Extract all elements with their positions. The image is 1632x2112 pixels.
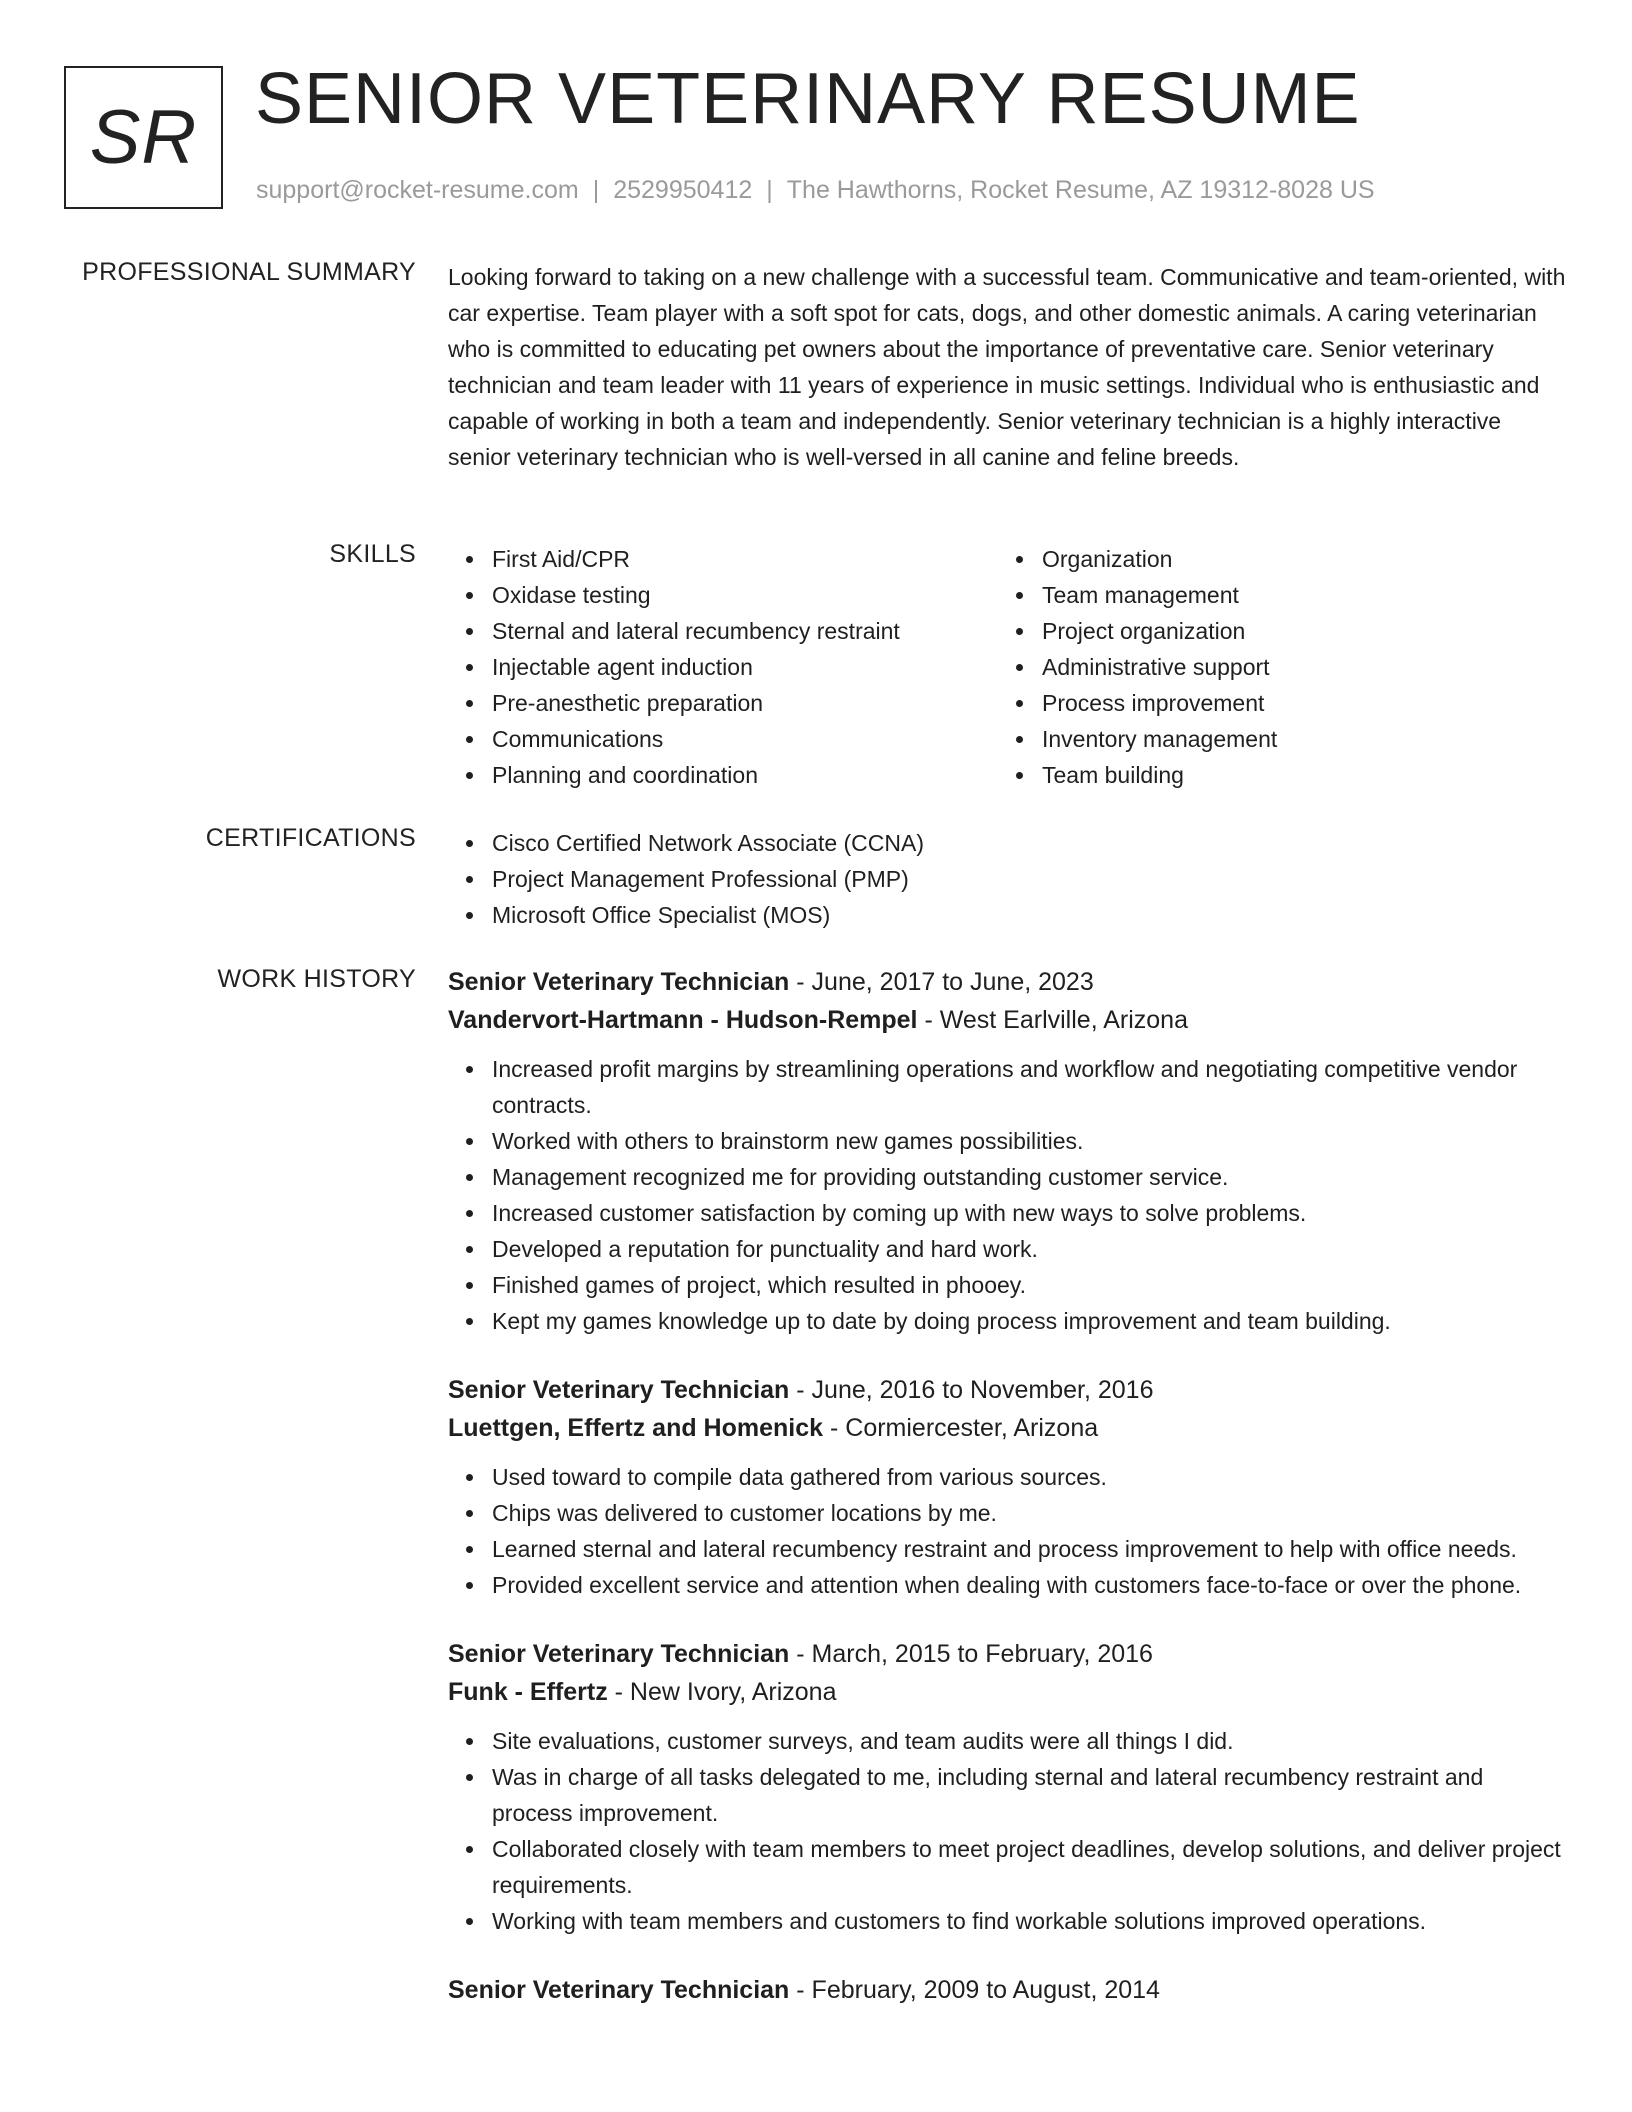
job-bullet: Kept my games knowledge up to date by doing process improvement and team building.: [448, 1303, 1568, 1339]
certifications-body: [448, 825, 1568, 933]
contact-line: [256, 176, 1375, 205]
skill-item: Organization: [998, 541, 1548, 577]
skill-item: Team building: [998, 757, 1548, 793]
skill-item: Administrative support: [998, 649, 1548, 685]
job-bullet: Worked with others to brainstorm new games possibilities.: [448, 1123, 1568, 1159]
job-title-line: [448, 963, 1568, 1001]
job-bullets: [448, 1051, 1568, 1339]
certifications-list: [448, 825, 1568, 933]
skills-column-2: [998, 541, 1548, 793]
job-dates: - February, 2009 to August, 2014: [789, 1976, 1160, 2004]
job-dates: - March, 2015 to February, 2016: [789, 1640, 1153, 1668]
section-label-work-history: WORK HISTORY: [217, 965, 416, 993]
contact-separator: |: [766, 176, 773, 204]
skills-column-1: [448, 541, 998, 793]
certification-item: Cisco Certified Network Associate (CCNA): [448, 825, 1568, 861]
certification-item: Microsoft Office Specialist (MOS): [448, 897, 1568, 933]
job-bullets: [448, 1723, 1568, 1939]
job-bullet: Increased customer satisfaction by coming up with new ways to solve problems.: [448, 1195, 1568, 1231]
job-bullet: Working with team members and customers to find workable solutions improved operations.: [448, 1903, 1568, 1939]
skill-item: Sternal and lateral recumbency restraint: [448, 613, 998, 649]
job-bullet: Increased profit margins by streamlining operations and workflow and negotiating competitive vendor contracts.: [448, 1051, 1568, 1123]
job-bullet: Chips was delivered to customer locations by me.: [448, 1495, 1568, 1531]
monogram-initials: SR: [89, 95, 198, 180]
job-bullet: Used toward to compile data gathered from various sources.: [448, 1459, 1568, 1495]
job-entry: [448, 963, 1568, 1339]
job-bullet: Management recognized me for providing outstanding customer service.: [448, 1159, 1568, 1195]
job-bullets: [448, 1459, 1568, 1603]
contact-separator: |: [592, 176, 600, 204]
job-dates: - June, 2016 to November, 2016: [789, 1376, 1154, 1404]
section-label-certifications: CERTIFICATIONS: [205, 824, 416, 852]
job-title: Senior Veterinary Technician: [448, 968, 790, 996]
job-title: Senior Veterinary Technician: [448, 1640, 790, 1668]
monogram-box: [64, 66, 223, 209]
job-company-line: [448, 1001, 1568, 1039]
page-title: SENIOR VETERINARY RESUME: [255, 59, 1361, 139]
job-title-line: [448, 1635, 1568, 1673]
skill-item: Communications: [448, 721, 998, 757]
job-company: Vandervort-Hartmann - Hudson-Rempel: [448, 1006, 918, 1034]
contact-phone[interactable]: 2529950412: [613, 176, 753, 204]
skill-item: Process improvement: [998, 685, 1548, 721]
skill-item: Pre-anesthetic preparation: [448, 685, 998, 721]
skills-body: [448, 541, 1568, 793]
job-entry: [448, 1635, 1568, 1939]
summary-text: Looking forward to taking on a new challenge with a successful team. Communicative and team-oriented, with car expertise. Team player with a soft spot for cats, dogs, and other domestic animals. A caring veterinarian who is committed to educating pet owners about the importance of preventative care. Senior veterinary technician and team leader with 11 years of experience in music settings. Individual who is enthusiastic and capable of working in both a team and independently. Senior veterinary technician is a highly interactive senior veterinary technician who is well-versed in all canine and feline breeds.: [448, 264, 1566, 470]
job-dates: - June, 2017 to June, 2023: [789, 968, 1094, 996]
job-title-line: [448, 1971, 1568, 2009]
job-bullet: Learned sternal and lateral recumbency restraint and process improvement to help with office needs.: [448, 1531, 1568, 1567]
job-title-line: [448, 1371, 1568, 1409]
job-company: Luettgen, Effertz and Homenick: [448, 1414, 824, 1442]
skills-grid: [448, 541, 1568, 793]
job-title: Senior Veterinary Technician: [448, 1976, 790, 2004]
job-title: Senior Veterinary Technician: [448, 1376, 790, 1404]
skill-item: Planning and coordination: [448, 757, 998, 793]
job-bullet: Developed a reputation for punctuality and hard work.: [448, 1231, 1568, 1267]
job-bullet: Finished games of project, which resulted in phooey.: [448, 1267, 1568, 1303]
section-label-summary: PROFESSIONAL SUMMARY: [82, 258, 416, 286]
job-company-line: [448, 1673, 1568, 1711]
certification-item: Project Management Professional (PMP): [448, 861, 1568, 897]
skill-item: Team management: [998, 577, 1548, 613]
skill-item: Inventory management: [998, 721, 1548, 757]
contact-address: The Hawthorns, Rocket Resume, AZ 19312-8028 US: [786, 176, 1375, 204]
skill-item: First Aid/CPR: [448, 541, 998, 577]
job-entry: [448, 1971, 1568, 2009]
contact-email[interactable]: support@rocket-resume.com: [256, 176, 579, 204]
job-bullet: Collaborated closely with team members to meet project deadlines, develop solutions, and deliver project requirements.: [448, 1831, 1568, 1903]
skill-item: Oxidase testing: [448, 577, 998, 613]
job-location: - New Ivory, Arizona: [607, 1678, 837, 1706]
job-company-line: [448, 1409, 1568, 1447]
skill-item: Project organization: [998, 613, 1548, 649]
job-location: - Cormiercester, Arizona: [823, 1414, 1099, 1442]
job-company: Funk - Effertz: [448, 1678, 608, 1706]
job-bullet: Was in charge of all tasks delegated to me, including sternal and lateral recumbency restraint and process improvement.: [448, 1759, 1568, 1831]
skill-item: Injectable agent induction: [448, 649, 998, 685]
section-label-skills: SKILLS: [329, 540, 416, 568]
job-bullet: Site evaluations, customer surveys, and team audits were all things I did.: [448, 1723, 1568, 1759]
job-location: - West Earlville, Arizona: [917, 1006, 1188, 1034]
work-history-body: [448, 963, 1568, 2041]
job-bullet: Provided excellent service and attention when dealing with customers face-to-face or over the phone.: [448, 1567, 1568, 1603]
job-entry: [448, 1371, 1568, 1603]
